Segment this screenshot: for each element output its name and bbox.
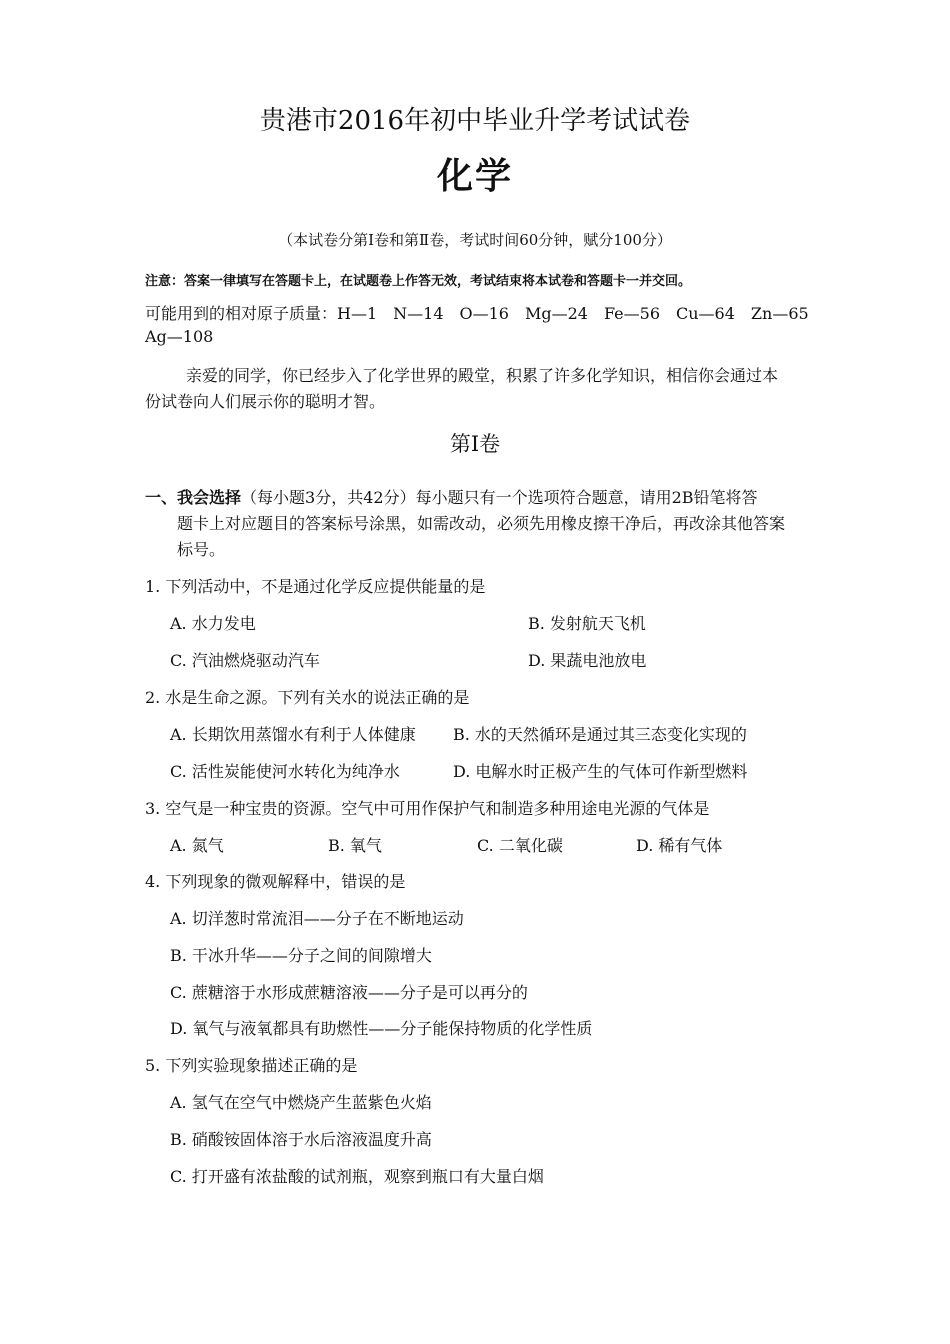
question-3-stem: 3. 空气是一种宝贵的资源。空气中可用作保护气和制造多种用途电光源的气体是 xyxy=(145,799,710,818)
question-3-option-c: C. 二氧化碳 xyxy=(477,836,563,855)
question-5-option-b: B. 硝酸铵固体溶于水后溶液温度升高 xyxy=(170,1130,432,1149)
question-1-option-c: C. 汽油燃烧驱动汽车 xyxy=(170,651,320,670)
question-2-option-c: C. 活性炭能使河水转化为纯净水 xyxy=(170,762,400,781)
question-1-option-d: D. 果蔬电池放电 xyxy=(528,651,647,670)
exam-info: （本试卷分第Ⅰ卷和第Ⅱ卷，考试时间60分钟，赋分100分） xyxy=(278,231,672,249)
question-3-option-b: B. 氧气 xyxy=(328,836,382,855)
atomic-masses-line-2: Ag—108 xyxy=(145,327,214,346)
section-desc-line-3: 标号。 xyxy=(177,540,226,559)
question-2-option-d: D. 电解水时正极产生的气体可作新型燃料 xyxy=(453,762,748,781)
question-4-option-c: C. 蔗糖溶于水形成蔗糖溶液——分子是可以再分的 xyxy=(170,983,528,1002)
section-name: 我会选择 xyxy=(177,488,242,507)
subject-title: 化学 xyxy=(436,155,513,197)
question-5-stem: 5. 下列实验现象描述正确的是 xyxy=(145,1056,358,1075)
question-5-option-a: A. 氢气在空气中燃烧产生蓝紫色火焰 xyxy=(170,1093,432,1112)
section-heading xyxy=(145,485,758,508)
section-desc-line-1: （每小题3分，共42分）每小题只有一个选项符合题意，请用2B铅笔将答 xyxy=(241,488,758,507)
exam-title: 贵港市2016年初中毕业升学考试试卷 xyxy=(259,106,691,136)
intro-line-1: 亲爱的同学，你已经步入了化学世界的殿堂，积累了许多化学知识，相信你会通过本 xyxy=(186,366,779,385)
question-3-option-d: D. 稀有气体 xyxy=(636,836,723,855)
question-1-stem: 1. 下列活动中，不是通过化学反应提供能量的是 xyxy=(145,577,486,596)
notice-text: 注意：答案一律填写在答题卡上，在试题卷上作答无效，考试结束将本试卷和答题卡一并交回。 xyxy=(145,274,692,289)
question-1-option-b: B. 发射航天飞机 xyxy=(528,614,646,633)
volume-title: 第Ⅰ卷 xyxy=(449,432,501,456)
question-4-stem: 4. 下列现象的微观解释中，错误的是 xyxy=(145,872,406,891)
question-2-stem: 2. 水是生命之源。下列有关水的说法正确的是 xyxy=(145,688,470,707)
question-5-option-c: C. 打开盛有浓盐酸的试剂瓶，观察到瓶口有大量白烟 xyxy=(170,1167,544,1186)
question-3-option-a: A. 氮气 xyxy=(170,836,224,855)
question-4-option-a: A. 切洋葱时常流泪——分子在不断地运动 xyxy=(170,909,464,928)
section-number: 一、 xyxy=(145,488,178,507)
question-2-option-a: A. 长期饮用蒸馏水有利于人体健康 xyxy=(170,725,416,744)
question-4-option-d: D. 氧气与液氧都具有助燃性——分子能保持物质的化学性质 xyxy=(170,1019,593,1038)
question-1-option-a: A. 水力发电 xyxy=(170,614,256,633)
atomic-masses-line-1: 可能用到的相对原子质量：H—1 N—14 O—16 Mg—24 Fe—56 Cu—64 Zn—65 xyxy=(145,304,809,323)
section-desc-line-2: 题卡上对应题目的答案标号涂黑，如需改动，必须先用橡皮擦干净后，再改涂其他答案 xyxy=(177,514,786,533)
intro-line-2: 份试卷向人们展示你的聪明才智。 xyxy=(145,392,386,411)
question-2-option-b: B. 水的天然循环是通过其三态变化实现的 xyxy=(453,725,747,744)
question-4-option-b: B. 干冰升华——分子之间的间隙增大 xyxy=(170,946,432,965)
